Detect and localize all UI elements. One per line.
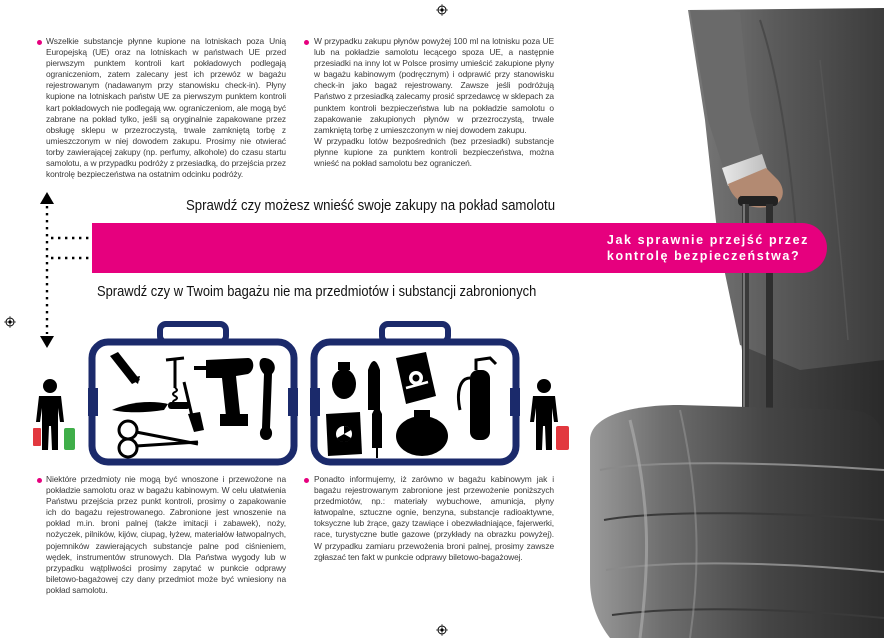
bottom-left-paragraph: Niektóre przedmioty nie mogą być wnoszone i przewożone na pokładzie samolotu oraz w bagażu kabinowym. W celu ułatwienia Państwu przejścia przez punkt kontroli, prosimy o zapakowanie ich do bagażu rejestrowanego. Zabronione jest wnoszenie na pokład m.in. broni palnej (także imitacji i zabawek), noży, nożyczek, pilników, kijów, ciupag, łyżew, materiałów łatwopalnych, pojemników zawierających substancje palne pod ciśnieniem, wędek, instrumentów strunowych. Dla Państwa wygody lub w przypadku wątpliwości prosimy zapytać w punkcie odprawy biletowo-bagażowej czy dany przedmiot może być wniesiony na pokład samolotu. bbox=[46, 474, 286, 595]
top-right-text bbox=[314, 36, 554, 169]
person-with-bags-icon bbox=[30, 378, 80, 452]
bottom-right-paragraph: Ponadto informujemy, iż zarówno w bagażu kabinowym jak i bagażu rejestrowanym zabronione jest przewożenie poniższych przedmiotów, np.: materiały wybuchowe, amunicja, płyny łatwopalne, sztuczne ognie, benzyna, substancje radioaktywne, toksyczne lub żrące, gazy tzawiące i obezwładniające, fajerwerki, race, turystyczne butle gazowe (przykłady na obrazku powyżej). W przypadku zamiaru przewożenia broni palnej, prosimy zawsze zgłaszać ten fakt w punkcie odprawy biletowo-bagażowej. bbox=[314, 474, 554, 562]
heading-check-purchases: Sprawdź czy możesz wnieść swoje zakupy na pokład samolotu bbox=[186, 197, 556, 214]
suitcase-tools-icon bbox=[88, 318, 298, 468]
bullet-icon bbox=[37, 478, 42, 483]
top-right-paragraph-1: W przypadku zakupu płynów powyżej 100 ml na lotnisku poza UE lub na pokładzie samolotu lecącego spoza UE, a następnie przesiadki na inny lot w Polsce prosimy umieścić zakupione płyny w bagażu kabinowym (podręcznym) i odprawić przy stanowisku check-in jako bagaż rejestrowany. Zawsze jeśli podróżują Państwo z przesiadką zalecamy prosić sprzedawcę w sklepach za punktem kontroli bezpieczeństwa lub na pokładzie samolotu o zapakowanie zakupionych płynów w przezroczystą, trwale zamkniętą torbę z umieszczonym w niej dowodem zakupu. bbox=[314, 36, 554, 135]
suitcase-hazards-icon bbox=[310, 318, 520, 468]
banner-line-1: Jak sprawnie przejść przez bbox=[606, 233, 809, 247]
registration-mark-icon bbox=[436, 4, 448, 16]
security-banner bbox=[92, 223, 827, 273]
banner-title bbox=[607, 232, 809, 264]
top-left-paragraph: Wszelkie substancje płynne kupione na lotniskach poza Unią Europejską (UE) oraz na lotniskach w państwach UE przed pierwszym punktem kontroli kart pokładowych podlegają ograniczeniom, zatem zalecany jest ich przewóz w bagażu rejestrowanym (nadawanym przy stanowisku check-in). Płyny kupione na lotniskach państw UE za pierwszym punktem kontroli kart pokładowych nie podlegają ww. ograniczeniom, ale mogą być zabrane na pokład tylko, jeśli są oryginalnie zapakowane przez obsługę sklepu w przezroczystą, trwale zamkniętą torbę z umieszczonym w niej dowodem zakupu. Prosimy nie otwierać torby zawierającej zakupy (np. perfumy, alkohole) do czasu startu samolotu, a w przypadku podróży z przesiadką, do przejścia przez kontrolę bezpieczeństwa na ostatnim odcinku podróży. bbox=[46, 36, 286, 180]
businessman-suitcase-photo bbox=[590, 0, 884, 638]
registration-mark-icon bbox=[436, 624, 448, 636]
person-with-bag-icon bbox=[524, 378, 574, 452]
heading-check-luggage: Sprawdź czy w Twoim bagażu nie ma przedmiotów i substancji zabronionych bbox=[97, 283, 537, 300]
banner-line-2: kontrolę bezpieczeństwa? bbox=[606, 249, 801, 263]
top-right-paragraph-2: W przypadku lotów bezpośrednich (bez przesiadki) substancje płynne kupione za punktem kontroli bezpieczeństwa, można wnieść na pokład samolotu bez ograniczeń. bbox=[314, 135, 554, 169]
bullet-icon bbox=[37, 40, 42, 45]
registration-mark-icon bbox=[4, 316, 16, 328]
vertical-arrow-icon bbox=[36, 192, 96, 348]
bullet-icon bbox=[304, 478, 309, 483]
bullet-icon bbox=[304, 40, 309, 45]
